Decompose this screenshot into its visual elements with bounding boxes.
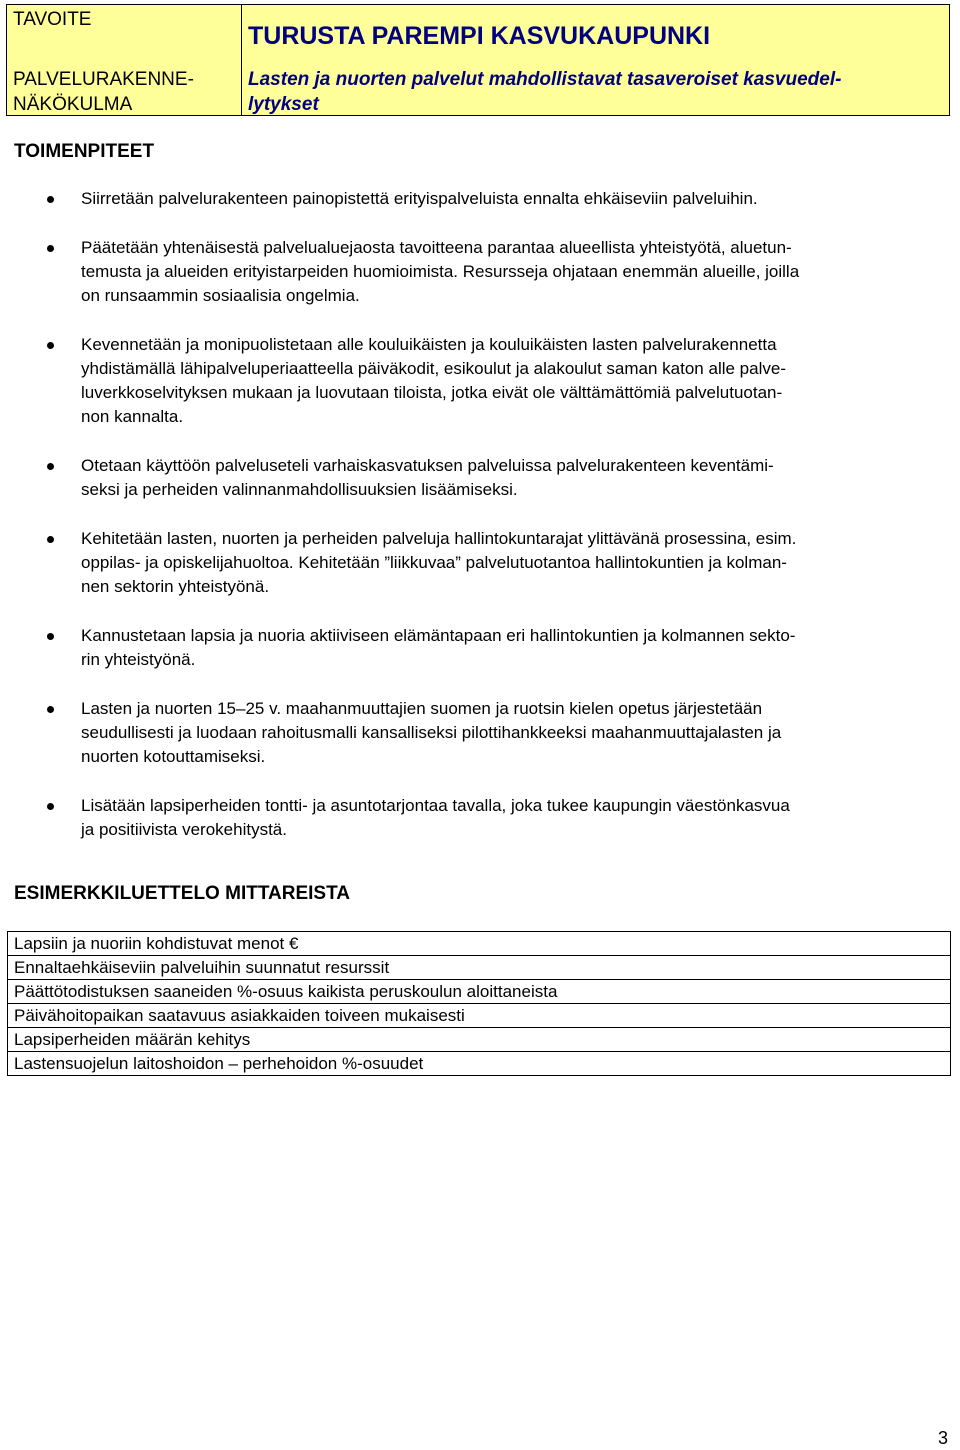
goal-subtitle: Lasten ja nuorten palvelut mahdollistavat tasaveroiset kasvuedel- lytykset	[248, 69, 842, 115]
action-item-text: Kevennetään ja monipuolistetaan alle kouluikäisten ja kouluikäisten lasten palvelurakennetta yhdistämällä lähipalveluperiaatteella päiväkodit, esikoulut ja alakoulut saman katon alle palve- luverkkoselvityksen mukaan ja luovutaan tiloista, jotka eivät ole välttämättömiä palvelutuotan- non kannalta.	[81, 335, 786, 426]
bullet-icon	[47, 463, 54, 470]
action-item-text: Lisätään lapsiperheiden tontti- ja asuntotarjontaa tavalla, joka tukee kaupungin väestönkasvua ja positiivista verokehitystä.	[81, 796, 790, 839]
action-item-text: Siirretään palvelurakenteen painopistettä erityispalveluista ennalta ehkäiseviin palveluihin.	[81, 189, 758, 208]
goal-title: TURUSTA PAREMPI KASVUKAUPUNKI	[248, 22, 711, 50]
metric-row	[8, 932, 951, 956]
page-number: 3	[937, 1428, 948, 1448]
metric-row	[8, 1052, 951, 1076]
action-item	[0, 454, 948, 502]
metric-cell: Lapsiin ja nuoriin kohdistuvat menot €	[8, 932, 951, 956]
bullet-icon	[47, 245, 54, 252]
action-item-text: Otetaan käyttöön palveluseteli varhaiskasvatuksen palveluissa palvelurakenteen keventämi- seksi ja perheiden valinnanmahdollisuuksien lisäämiseksi.	[81, 456, 774, 499]
bullet-icon	[47, 342, 54, 349]
action-item	[0, 187, 948, 211]
action-item	[0, 236, 948, 308]
action-item-text: Kehitetään lasten, nuorten ja perheiden palveluja hallintokuntarajat ylittävänä prosessina, esim. oppilas- ja opiskelijahuoltoa. Kehitetään ”liikkuvaa” palvelutuotantoa hallintokuntien ja kolman- nen sektorin yhteistyönä.	[81, 529, 797, 596]
action-item-text: Kannustetaan lapsia ja nuoria aktiiviseen elämäntapaan eri hallintokuntien ja kolmannen sekto- rin yhteistyönä.	[81, 626, 796, 669]
metric-cell: Päättötodistuksen saaneiden %-osuus kaikista peruskoulun aloittaneista	[8, 980, 951, 1004]
metrics-table	[7, 931, 951, 1076]
goal-label: TAVOITE	[13, 9, 92, 30]
metric-row	[8, 1004, 951, 1028]
action-item	[0, 624, 948, 672]
header-right-cell	[242, 5, 950, 116]
actions-heading: TOIMENPITEET	[14, 141, 155, 162]
perspective-label: PALVELURAKENNE- NÄKÖKULMA	[13, 69, 194, 115]
metric-cell: Lapsiperheiden määrän kehitys	[8, 1028, 951, 1052]
bullet-icon	[47, 633, 54, 640]
bullet-icon	[47, 196, 54, 203]
metric-cell: Lastensuojelun laitoshoidon – perhehoidon %-osuudet	[8, 1052, 951, 1076]
action-item	[0, 527, 948, 599]
metrics-heading: ESIMERKKILUETTELO MITTAREISTA	[14, 883, 351, 904]
goal-header-table	[6, 4, 950, 116]
metric-row	[8, 980, 951, 1004]
bullet-icon	[47, 536, 54, 543]
action-item	[0, 697, 948, 769]
header-left-cell	[7, 5, 242, 116]
actions-list	[0, 187, 960, 867]
action-item	[0, 333, 948, 429]
metric-row	[8, 1028, 951, 1052]
metric-row	[8, 956, 951, 980]
bullet-icon	[47, 706, 54, 713]
bullet-icon	[47, 803, 54, 810]
metric-cell: Ennaltaehkäiseviin palveluihin suunnatut resurssit	[8, 956, 951, 980]
action-item	[0, 794, 948, 842]
action-item-text: Päätetään yhtenäisestä palvelualuejaosta tavoitteena parantaa alueellista yhteistyötä, aluetun- temusta ja alueiden erityistarpeiden huomioimista. Resursseja ohjataan enemmän alueille, joilla on runsaammin sosiaalisia ongelmia.	[81, 238, 800, 305]
metric-cell: Päivähoitopaikan saatavuus asiakkaiden toiveen mukaisesti	[8, 1004, 951, 1028]
action-item-text: Lasten ja nuorten 15–25 v. maahanmuuttajien suomen ja ruotsin kielen opetus järjestetään seudullisesti ja luodaan rahoitusmalli kansalliseksi pilottihankkeeksi maahanmuuttajalasten ja nuorten kotouttamiseksi.	[81, 699, 782, 766]
